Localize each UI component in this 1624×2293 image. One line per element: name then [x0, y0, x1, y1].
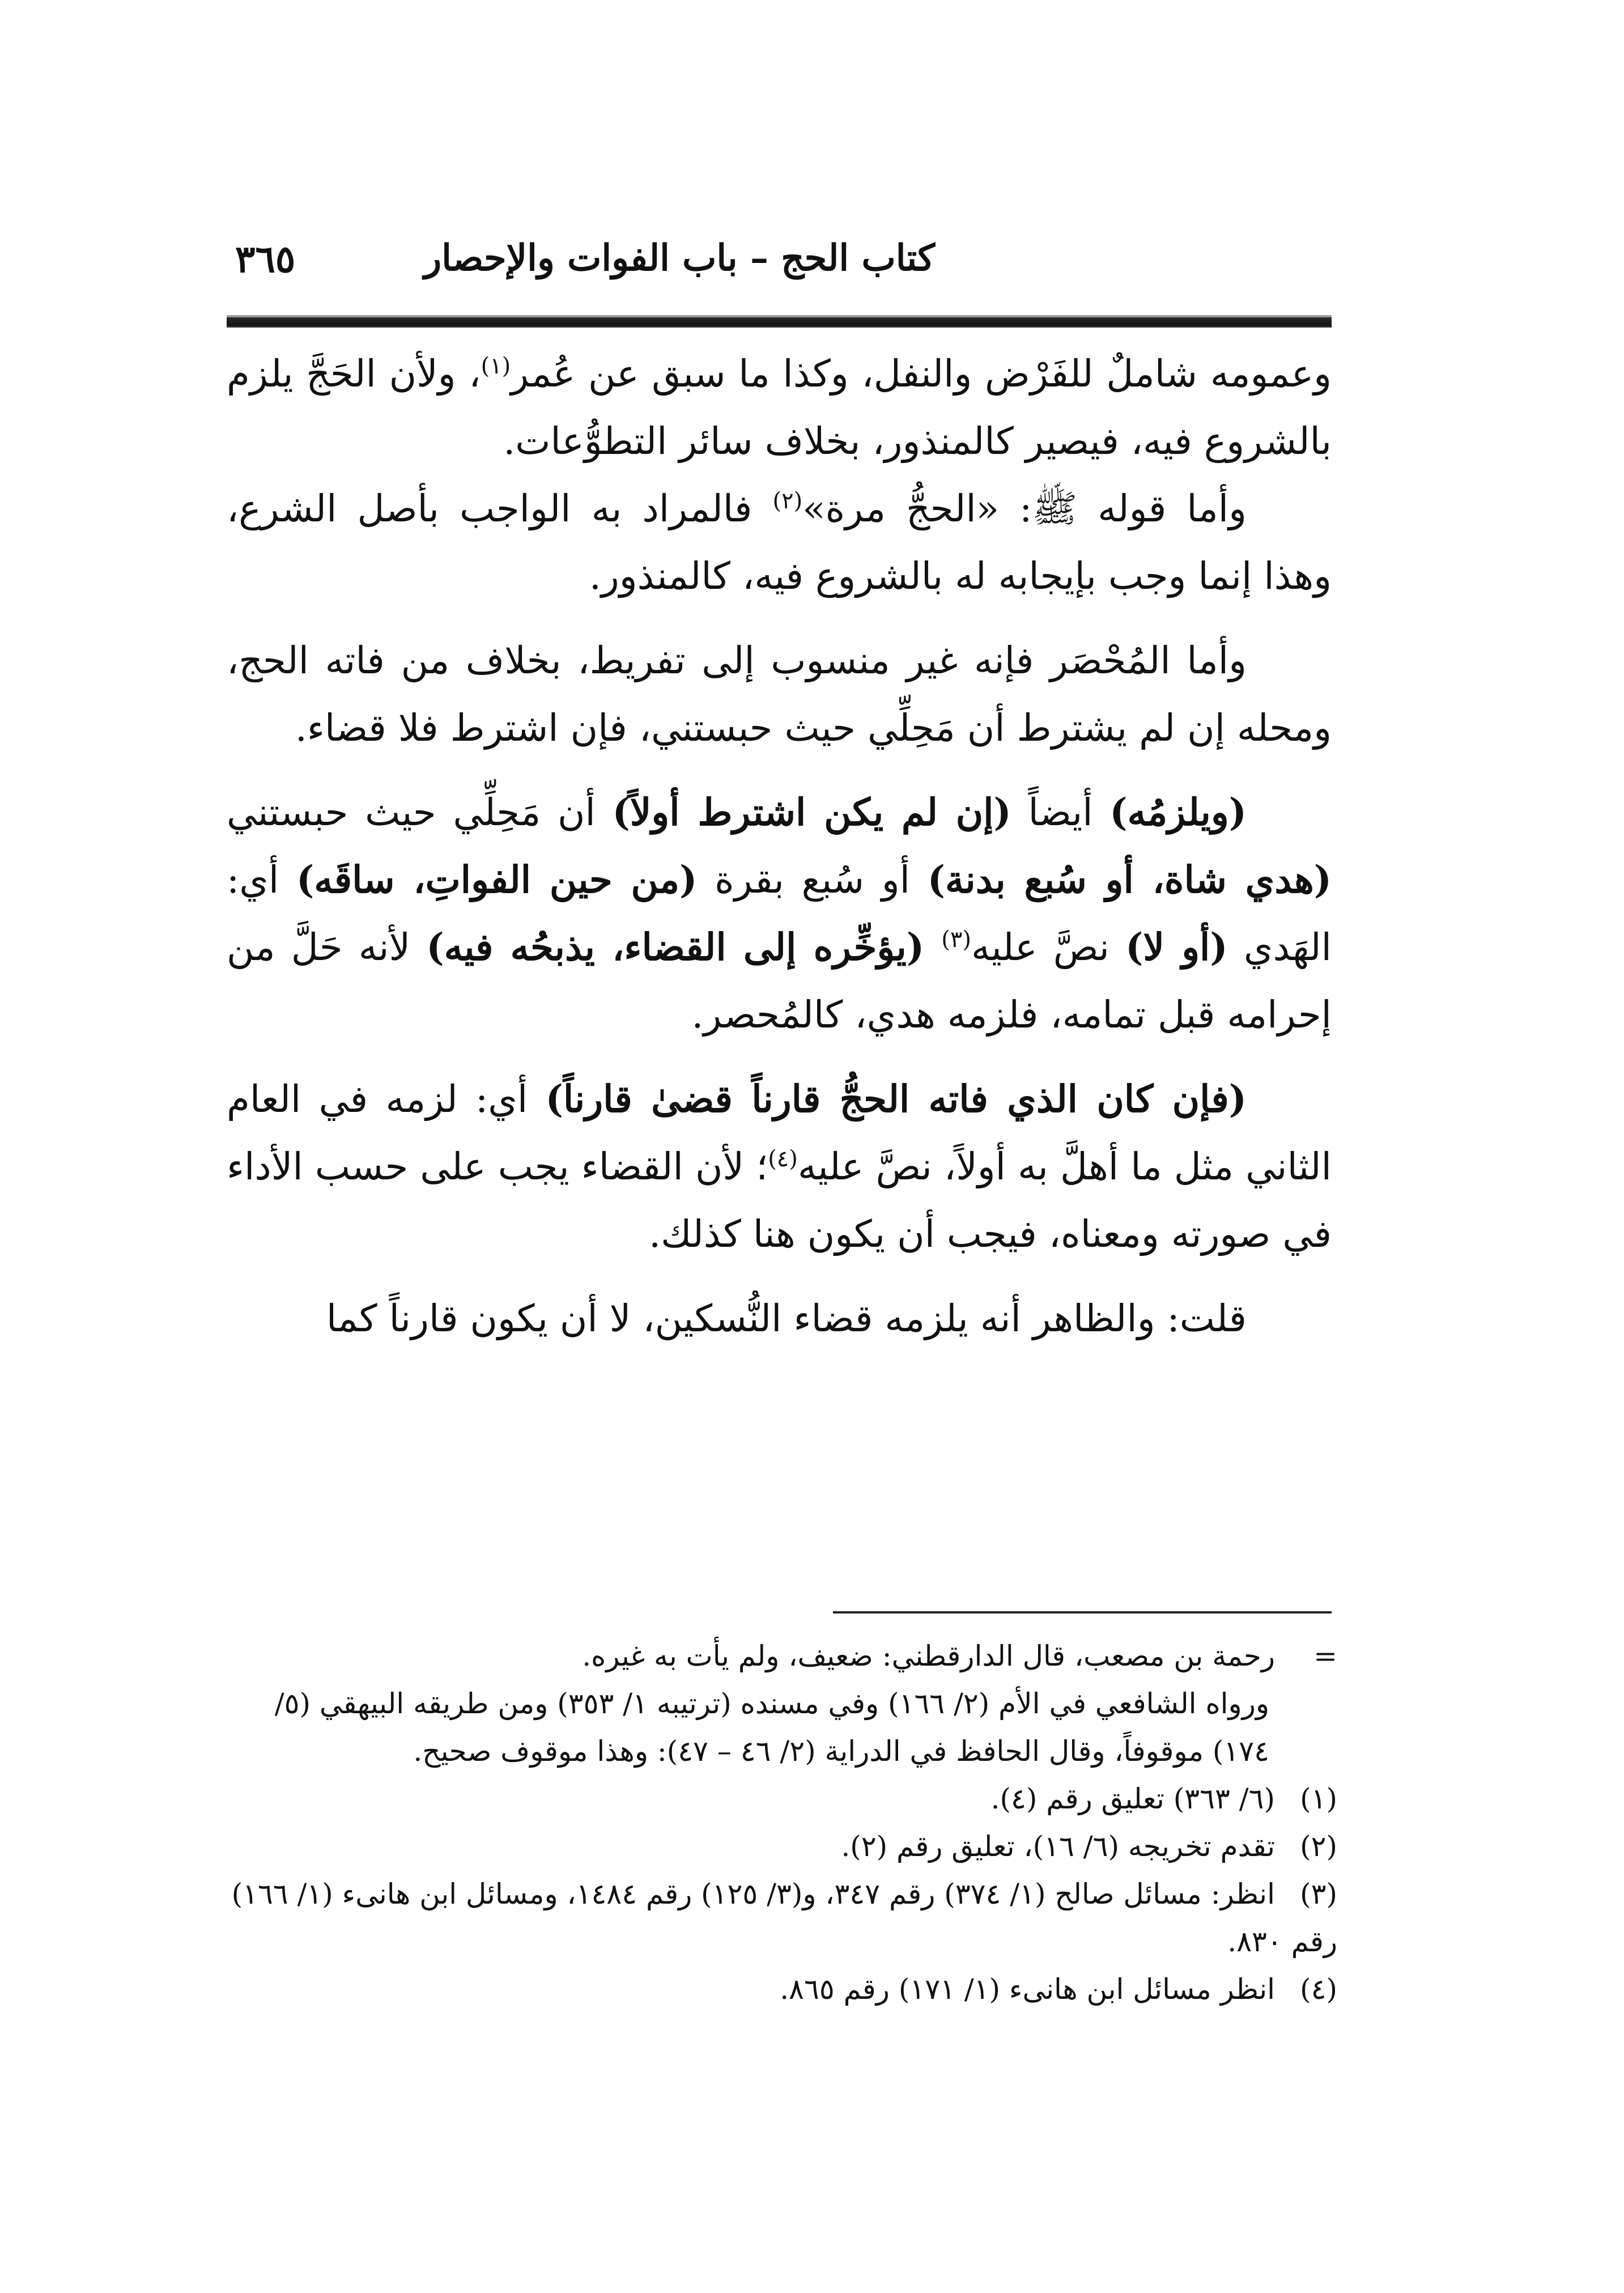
header-rule — [227, 315, 1332, 328]
chapter-title: كتاب الحج – باب الفوات والإحصار — [424, 237, 935, 279]
footnote-marker: (٤) — [1300, 1973, 1337, 2006]
text-run: نصَّ عليه — [971, 925, 1126, 969]
paragraph-2 — [227, 475, 1332, 610]
footnote-continuation — [227, 1632, 1337, 1680]
text-run: أي: لزمه في العام الثاني مثل ما أهلَّ به أولاً، نصَّ عليه — [227, 1077, 1332, 1188]
footnote-marker: (٣) — [1300, 1878, 1337, 1910]
text-run: لأنه حَلَّ من إحرامه قبل تمامه، فلزمه هدي، كالمُحصر. — [227, 925, 1332, 1037]
matn-text: (يؤخِّره إلى القضاء، يذبحُه فيه) — [426, 925, 942, 969]
paragraph-1 — [227, 340, 1332, 475]
paragraph-6 — [227, 1285, 1332, 1352]
paragraph-5 — [227, 1065, 1332, 1268]
footnote-text: ورواه الشافعي في الأم (٢/ ١٦٦) وفي مسنده (ترتيبه ١/ ٣٥٣) ومن طريقه البيهقي (٥/ ١٧٤) موقوفاً، وقال الحافظ في الدراية (٢/ ٤٦ – ٤٧): وهذا موقوف صحيح. — [274, 1687, 1269, 1768]
footnote-text: انظر مسائل ابن هانىء (١/ ١٧١) رقم ٨٦٥. — [780, 1973, 1275, 2006]
matn-text: (من حين الفواتِ، ساقَه) — [296, 857, 698, 902]
footnote-ref-2[interactable]: (٢) — [772, 488, 803, 514]
matn-text: (فإن كان الذي فاته الحجُّ قارناً قضىٰ قارناً) — [545, 1077, 1247, 1121]
text-run: أيضاً — [1011, 791, 1110, 834]
text-run: ، ولأن الحَجَّ يلزم بالشروع فيه، فيصير كالمنذور، بخلاف سائر التطوُّعات. — [227, 352, 1332, 463]
footnote-3 — [227, 1870, 1337, 1965]
footnote-text: رحمة بن مصعب، قال الدارقطني: ضعيف، ولم يأت به غيره. — [582, 1640, 1275, 1672]
text-run: أو سُبع بقرة — [697, 858, 928, 902]
footnote-ref-4[interactable]: (٤) — [768, 1146, 798, 1172]
main-text — [227, 340, 1332, 1352]
text-run: أن مَحِلِّي حيث حبستني — [227, 791, 613, 834]
text-run: وعمومه شاملٌ للفَرْض والنفل، وكذا ما سبق عن عُمر — [511, 352, 1332, 396]
footnote-separator — [833, 1611, 1332, 1613]
matn-text: (أو لا) — [1125, 925, 1228, 969]
matn-text: (إن لم يكن اشترط أولاً) — [612, 790, 1011, 834]
footnote-4 — [227, 1965, 1337, 2013]
footnote-1 — [227, 1775, 1337, 1823]
footnote-marker: (٢) — [1300, 1830, 1337, 1863]
footnote-text: (٦/ ٣٦٣) تعليق رقم (٤). — [990, 1782, 1275, 1815]
paragraph-4 — [227, 779, 1332, 1048]
text-run: أي: الهَدي — [227, 858, 1332, 969]
text-run: فالمراد به الواجب بأصل الشرع، وهذا إنما وجب بإيجابه له بالشروع فيه، كالمنذور. — [227, 487, 1332, 598]
footnote-ref-1[interactable]: (١) — [481, 353, 511, 379]
footnotes — [227, 1632, 1337, 2013]
footnote-ref-3[interactable]: (٣) — [941, 927, 971, 953]
footnote-text: تقدم تخريجه (٦/ ١٦)، تعليق رقم (٢). — [841, 1830, 1275, 1863]
page-number: ٣٦٥ — [235, 237, 296, 281]
continuation-marker: = — [1313, 1640, 1337, 1672]
footnote-2 — [227, 1823, 1337, 1870]
text-run: وأما قوله ﷺ: «الحجُّ مرة» — [802, 487, 1247, 530]
text-run: ؛ لأن القضاء يجب على حسب الأداء في صورته ومعناه، فيجب أن يكون هنا كذلك. — [227, 1145, 1332, 1256]
paragraph-3 — [227, 627, 1332, 762]
running-header — [235, 237, 1332, 299]
footnote-continuation-2 — [227, 1680, 1337, 1775]
footnote-marker: (١) — [1300, 1782, 1337, 1815]
footnote-text: انظر: مسائل صالح (١/ ٣٧٤) رقم ٣٤٧، و(٣/ ١٢٥) رقم ١٤٨٤، ومسائل ابن هانىء (١/ ١٦٦) رقم ٨٣٠. — [231, 1878, 1337, 1958]
text-run: وأما المُحْصَر فإنه غير منسوب إلى تفريط، بخلاف من فاته الحج، ومحله إن لم يشترط أن مَحِلِّي حيث حبستني، فإن اشترط فلا قضاء. — [227, 639, 1332, 750]
matn-text: (ويلزمُه) — [1109, 790, 1247, 834]
matn-text: (هدي شاة، أو سُبع بدنة) — [927, 857, 1332, 902]
text-run: قلت: والظاهر أنه يلزمه قضاء النُّسكين، لا أن يكون قارناً كما — [326, 1297, 1247, 1340]
